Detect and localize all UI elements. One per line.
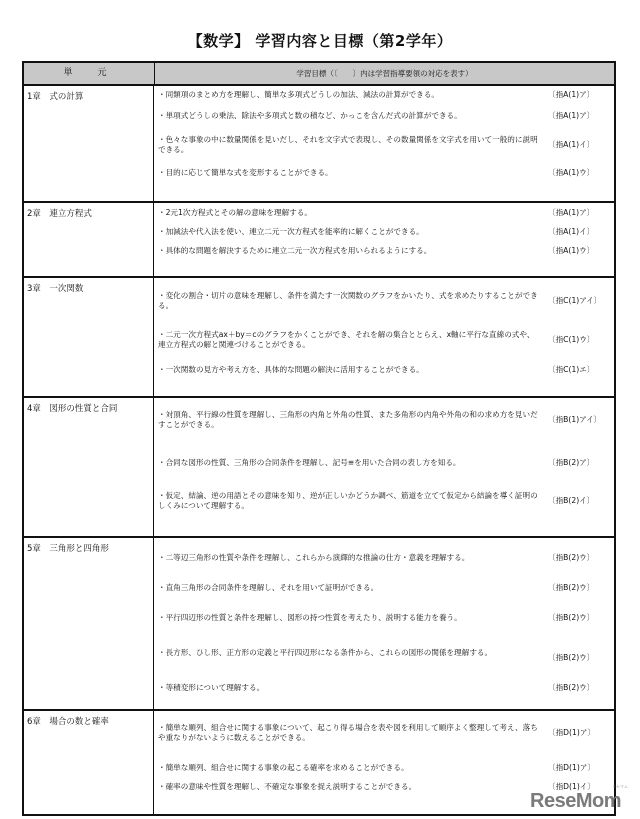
goal-ref: 〔指D(1)ア〕 <box>548 763 595 772</box>
unit-cell: 4章 図形の性質と合同 <box>24 398 154 536</box>
goal-item <box>158 365 610 375</box>
header-unit: 単 元 <box>24 63 155 84</box>
unit-cell: 6章 場合の数と確率 <box>24 711 154 814</box>
goal-text: ・変化の割合・切片の意味を理解し、条件を満たす一次関数のグラフをかいたり、式を求めたりすることができる。 <box>158 291 538 310</box>
goals-cell <box>154 278 614 396</box>
goal-item <box>158 246 610 256</box>
goal-item <box>158 683 610 693</box>
goal-ref: 〔指A(1)ア〕 <box>548 111 595 120</box>
goals-cell <box>154 203 614 276</box>
goal-text: ・対頂角、平行線の性質を理解し、三角形の内角と外角の性質、また多角形の内角や外角の和の求め方を見いだすことができる。 <box>158 410 538 429</box>
goal-ref: 〔指B(2)ウ〕 <box>548 683 595 692</box>
table-row-chapter-1 <box>24 86 614 203</box>
unit-cell: 2章 連立方程式 <box>24 203 154 276</box>
watermark-subtext: リセマム <box>612 784 628 789</box>
goal-item <box>158 90 610 100</box>
goal-ref: 〔指A(1)ウ〕 <box>548 246 595 255</box>
table-row-chapter-3 <box>24 278 614 398</box>
goals-cell <box>154 86 614 201</box>
goal-text: ・二等辺三角形の性質や条件を理解し、これらから演繹的な推論の仕方・意義を理解する。 <box>158 553 470 562</box>
goals-cell <box>154 538 614 709</box>
goal-ref: 〔指B(2)ウ〕 <box>548 553 595 562</box>
goals-cell <box>154 398 614 536</box>
goal-text: ・直角三角形の合同条件を理解し、それを用いて証明ができる。 <box>158 583 379 592</box>
header-goals: 学習目標（〔 〕内は学習指導要領の対応を表す） <box>296 69 473 78</box>
goal-ref: 〔指A(1)ア〕 <box>548 208 595 217</box>
unit-cell: 3章 一次関数 <box>24 278 154 396</box>
unit-cell: 1章 式の計算 <box>24 86 154 201</box>
goal-text: ・目的に応じて簡単な式を変形することができる。 <box>158 168 333 177</box>
goal-item <box>158 763 610 773</box>
goal-ref: 〔指A(1)イ〕 <box>548 227 595 236</box>
table-row-chapter-4 <box>24 398 614 538</box>
goal-item <box>158 410 610 430</box>
curriculum-table <box>22 61 616 816</box>
goal-text: ・長方形、ひし形、正方形の定義と平行四辺形になる条件から、これらの図形の関係を理解する。 <box>158 648 493 657</box>
goal-ref: 〔指A(1)イ〕 <box>548 140 595 149</box>
unit-cell: 5章 三角形と四角形 <box>24 538 154 709</box>
goal-text: ・簡単な順列、組合せに関する事象について、起こり得る場合を表や図を利用して順序よく整理して考え、落ちや重なりがないように数えることができる。 <box>158 723 538 742</box>
goal-ref: 〔指D(1)イ〕 <box>548 782 595 791</box>
resemom-logo: ReseMom <box>530 790 621 812</box>
goal-text: ・平行四辺形の性質と条件を理解し、図形の持つ性質を考えたり、説明する能力を養う。 <box>158 613 462 622</box>
goal-ref: 〔指B(2)ウ〕 <box>548 583 595 592</box>
goal-item <box>158 648 610 663</box>
goal-ref: 〔指C(1)エ〕 <box>548 365 595 374</box>
goal-text: ・具体的な問題を解決するために連立二元一次方程式を用いられるようにする。 <box>158 246 432 255</box>
goal-item <box>158 723 610 743</box>
goal-text: ・2元1次方程式とその解の意味を理解する。 <box>158 208 312 217</box>
goal-item <box>158 491 610 511</box>
goal-text: ・加減法や代入法を使い、連立二元一次方程式を能率的に解くことができる。 <box>158 227 424 236</box>
goal-item <box>158 135 610 155</box>
table-row-chapter-2 <box>24 203 614 278</box>
page-title: 【数学】 学習内容と目標（第2学年） <box>187 32 453 50</box>
goal-text: ・一次関数の見方や考え方を、具体的な問題の解決に活用することができる。 <box>158 365 424 374</box>
goal-text: ・仮定、結論、逆の用語とその意味を知り、逆が正しいかどうか調べ、筋道を立てて仮定から結論を導く証明のしくみについて理解する。 <box>158 491 538 510</box>
goal-item <box>158 111 610 121</box>
goal-text: ・合同な図形の性質、三角形の合同条件を理解し、記号≡を用いた合同の表し方を知る。 <box>158 458 461 467</box>
goal-text: ・同類項のまとめ方を理解し、簡単な多項式どうしの加法、減法の計算ができる。 <box>158 90 439 99</box>
goal-text: ・色々な事象の中に数量関係を見いだし、それを文字式で表現し、その数量関係を文字式を用いて一般的に説明できる。 <box>158 135 538 154</box>
table-row-chapter-6 <box>24 711 614 814</box>
goal-ref: 〔指B(2)ウ〕 <box>548 613 595 622</box>
goal-ref: 〔指B(2)ウ〕 <box>548 653 595 662</box>
goal-item <box>158 227 610 237</box>
goal-text: ・等積変形について理解する。 <box>158 683 265 692</box>
table-header <box>24 63 614 86</box>
goal-ref: 〔指B(2)イ〕 <box>548 496 595 505</box>
goal-item <box>158 458 610 468</box>
goal-item <box>158 168 610 178</box>
goal-item <box>158 613 610 623</box>
goal-ref: 〔指C(1)アイ〕 <box>548 296 602 305</box>
goal-ref: 〔指D(1)ア〕 <box>548 728 595 737</box>
goal-ref: 〔指A(1)ウ〕 <box>548 168 595 177</box>
goal-ref: 〔指A(1)ア〕 <box>548 90 595 99</box>
goal-text: ・確率の意味や性質を理解し、不確定な事象を捉え説明することができる。 <box>158 782 417 791</box>
goal-item <box>158 208 610 218</box>
goal-item <box>158 553 610 563</box>
goal-text: ・単項式どうしの乗法、除法や多項式と数の積など、かっこを含んだ式の計算ができる。 <box>158 111 462 120</box>
goal-text: ・簡単な順列、組合せに関する事象の起こる確率を求めることができる。 <box>158 763 409 772</box>
goal-ref: 〔指B(1)アイ〕 <box>548 415 602 424</box>
table-row-chapter-5 <box>24 538 614 711</box>
goal-item <box>158 330 610 350</box>
goal-ref: 〔指C(1)ウ〕 <box>548 335 595 344</box>
goal-item <box>158 291 610 311</box>
goal-text: ・二元一次方程式ax＋by＝cのグラフをかくことができ、それを解の集合ととらえ、x軸に平行な直線の式や、連立方程式の解と関連づけることができる。 <box>158 330 535 349</box>
goal-item <box>158 583 610 593</box>
goal-ref: 〔指B(2)ア〕 <box>548 458 595 467</box>
